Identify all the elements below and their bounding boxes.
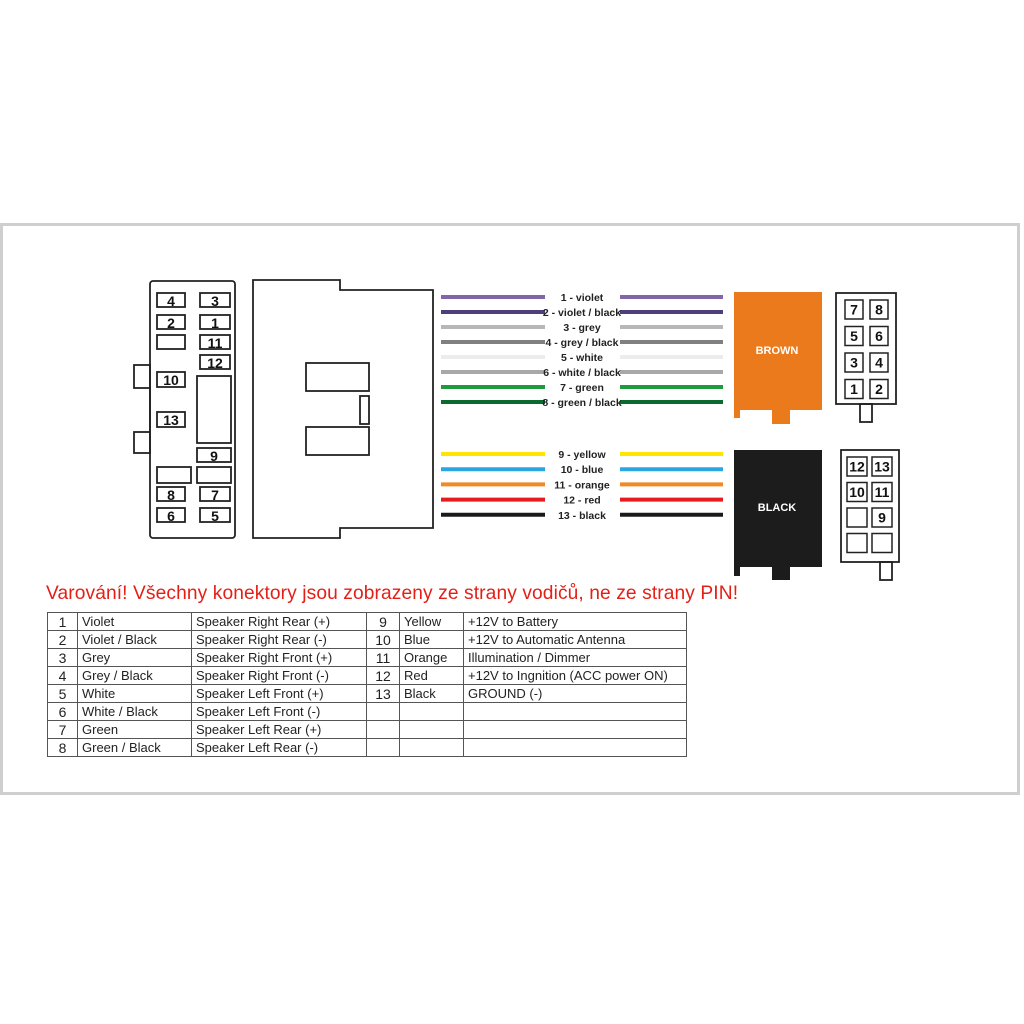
brown-connector-label: BROWN bbox=[755, 345, 799, 357]
wire-label: 12 - red bbox=[563, 494, 601, 507]
wire-label: 2 - violet / black bbox=[542, 307, 622, 319]
table-cell: Speaker Left Front (+) bbox=[192, 685, 367, 703]
wire-label: 3 - grey bbox=[563, 322, 601, 334]
pin-label: 4 bbox=[167, 293, 175, 309]
pin-label: 5 bbox=[850, 328, 858, 344]
table-cell: 11 bbox=[367, 649, 400, 667]
wire-label: 9 - yellow bbox=[558, 449, 606, 461]
table-cell: Violet bbox=[78, 613, 192, 631]
pin-label: 4 bbox=[875, 354, 883, 371]
table-cell: 8 bbox=[48, 739, 78, 757]
table-cell: 5 bbox=[48, 685, 78, 703]
wire-label: 8 - green / black bbox=[542, 397, 622, 409]
table-cell bbox=[464, 739, 687, 757]
wire-label: 10 - blue bbox=[560, 464, 604, 477]
table-row bbox=[48, 667, 687, 685]
table-cell: 4 bbox=[48, 667, 78, 685]
table-row bbox=[48, 685, 687, 703]
pin-label: 6 bbox=[875, 328, 883, 344]
wire-label: 4 - grey / black bbox=[545, 337, 619, 349]
table-cell: 3 bbox=[48, 649, 78, 667]
warning-text: Varování! Všechny konektory jsou zobrazeny ze strany vodičů, ne ze strany PIN! bbox=[46, 583, 739, 604]
table-cell: 13 bbox=[367, 685, 400, 703]
brown-pinout bbox=[836, 293, 896, 422]
pin-label: 2 bbox=[167, 315, 175, 331]
table-cell bbox=[464, 721, 687, 739]
table-cell bbox=[400, 739, 464, 757]
black-connector bbox=[734, 450, 822, 580]
table-cell bbox=[367, 739, 400, 757]
brown-connector-body bbox=[734, 292, 822, 424]
table-cell: Speaker Left Rear (-) bbox=[192, 739, 367, 757]
table-cell: +12V to Automatic Antenna bbox=[464, 631, 687, 649]
pin-slot bbox=[157, 467, 191, 483]
table-row bbox=[48, 649, 687, 667]
pin-label: 9 bbox=[210, 448, 218, 464]
black-connector-label: BLACK bbox=[757, 502, 797, 514]
table-cell: Grey bbox=[78, 649, 192, 667]
pin-label: 10 bbox=[849, 484, 865, 500]
table-cell: 10 bbox=[367, 631, 400, 649]
table-row bbox=[48, 613, 687, 631]
pin-label: 9 bbox=[878, 509, 886, 526]
pin-label: 11 bbox=[207, 335, 223, 351]
pin-label: 10 bbox=[163, 372, 179, 388]
pin-label: 7 bbox=[211, 487, 219, 503]
table-cell: Illumination / Dimmer bbox=[464, 649, 687, 667]
table-cell: +12V to Ingnition (ACC power ON) bbox=[464, 667, 687, 685]
table-cell: Speaker Left Rear (+) bbox=[192, 721, 367, 739]
table-cell: Grey / Black bbox=[78, 667, 192, 685]
pin-label: 8 bbox=[167, 487, 175, 503]
wire-label: 13 - black bbox=[558, 509, 606, 522]
wire-label: 1 - violet bbox=[560, 292, 604, 304]
black-connector-body bbox=[734, 450, 822, 580]
table-cell: Red bbox=[400, 667, 464, 685]
table-cell: Orange bbox=[400, 649, 464, 667]
pin-label: 8 bbox=[875, 301, 883, 318]
pin-label: 5 bbox=[211, 508, 219, 524]
table-row bbox=[48, 703, 687, 721]
table-cell: Speaker Left Front (-) bbox=[192, 703, 367, 721]
table-row bbox=[48, 739, 687, 757]
table-row bbox=[48, 721, 687, 739]
pin-label: 3 bbox=[850, 354, 858, 371]
table-cell: 6 bbox=[48, 703, 78, 721]
table-cell: 12 bbox=[367, 667, 400, 685]
table-cell bbox=[400, 703, 464, 721]
table-cell: 9 bbox=[367, 613, 400, 631]
left-connector-pin-labels bbox=[163, 293, 223, 524]
pin-cell bbox=[847, 534, 867, 553]
table-row bbox=[48, 631, 687, 649]
pin-label: 2 bbox=[875, 381, 883, 397]
pin-label: 3 bbox=[211, 293, 219, 309]
table-cell: Speaker Right Front (-) bbox=[192, 667, 367, 685]
pin-label: 13 bbox=[163, 412, 179, 428]
table-cell bbox=[400, 721, 464, 739]
table-cell: Speaker Right Front (+) bbox=[192, 649, 367, 667]
table-cell: +12V to Battery bbox=[464, 613, 687, 631]
wire-label: 11 - orange bbox=[554, 479, 610, 492]
pin-label: 7 bbox=[850, 301, 858, 318]
pin-label: 6 bbox=[167, 508, 175, 524]
table-cell: Green bbox=[78, 721, 192, 739]
table-cell: Yellow bbox=[400, 613, 464, 631]
table-cell: 2 bbox=[48, 631, 78, 649]
table-cell: 1 bbox=[48, 613, 78, 631]
wire-group bbox=[441, 292, 723, 522]
pin-cell bbox=[872, 534, 892, 553]
black-pinout bbox=[841, 450, 899, 580]
table-cell bbox=[464, 703, 687, 721]
pin-label: 1 bbox=[850, 381, 858, 397]
table-cell: Green / Black bbox=[78, 739, 192, 757]
left-connector bbox=[134, 281, 235, 538]
pin-label: 11 bbox=[874, 484, 890, 500]
pin-label: 12 bbox=[207, 355, 223, 371]
pin-slot bbox=[197, 467, 231, 483]
pin-label: 12 bbox=[849, 458, 865, 475]
table-cell: 7 bbox=[48, 721, 78, 739]
table-cell: White / Black bbox=[78, 703, 192, 721]
table-cell: Violet / Black bbox=[78, 631, 192, 649]
table-cell: White bbox=[78, 685, 192, 703]
table-cell: Speaker Right Rear (+) bbox=[192, 613, 367, 631]
brown-connector bbox=[734, 292, 822, 424]
table-cell: Black bbox=[400, 685, 464, 703]
pin-label: 13 bbox=[874, 458, 890, 475]
pin-label: 1 bbox=[211, 315, 219, 331]
wire-label: 6 - white / black bbox=[543, 367, 621, 379]
pin-slot bbox=[157, 335, 185, 349]
wire-label: 7 - green bbox=[560, 382, 604, 394]
table-cell bbox=[367, 703, 400, 721]
wire-label: 5 - white bbox=[560, 352, 604, 364]
pinout-table bbox=[47, 612, 687, 757]
table-cell: Speaker Right Rear (-) bbox=[192, 631, 367, 649]
table-cell: GROUND (-) bbox=[464, 685, 687, 703]
pin-cell bbox=[847, 508, 867, 527]
table-cell: Blue bbox=[400, 631, 464, 649]
pin-slot bbox=[197, 376, 231, 443]
plug-side-view bbox=[253, 280, 433, 538]
table-cell bbox=[367, 721, 400, 739]
